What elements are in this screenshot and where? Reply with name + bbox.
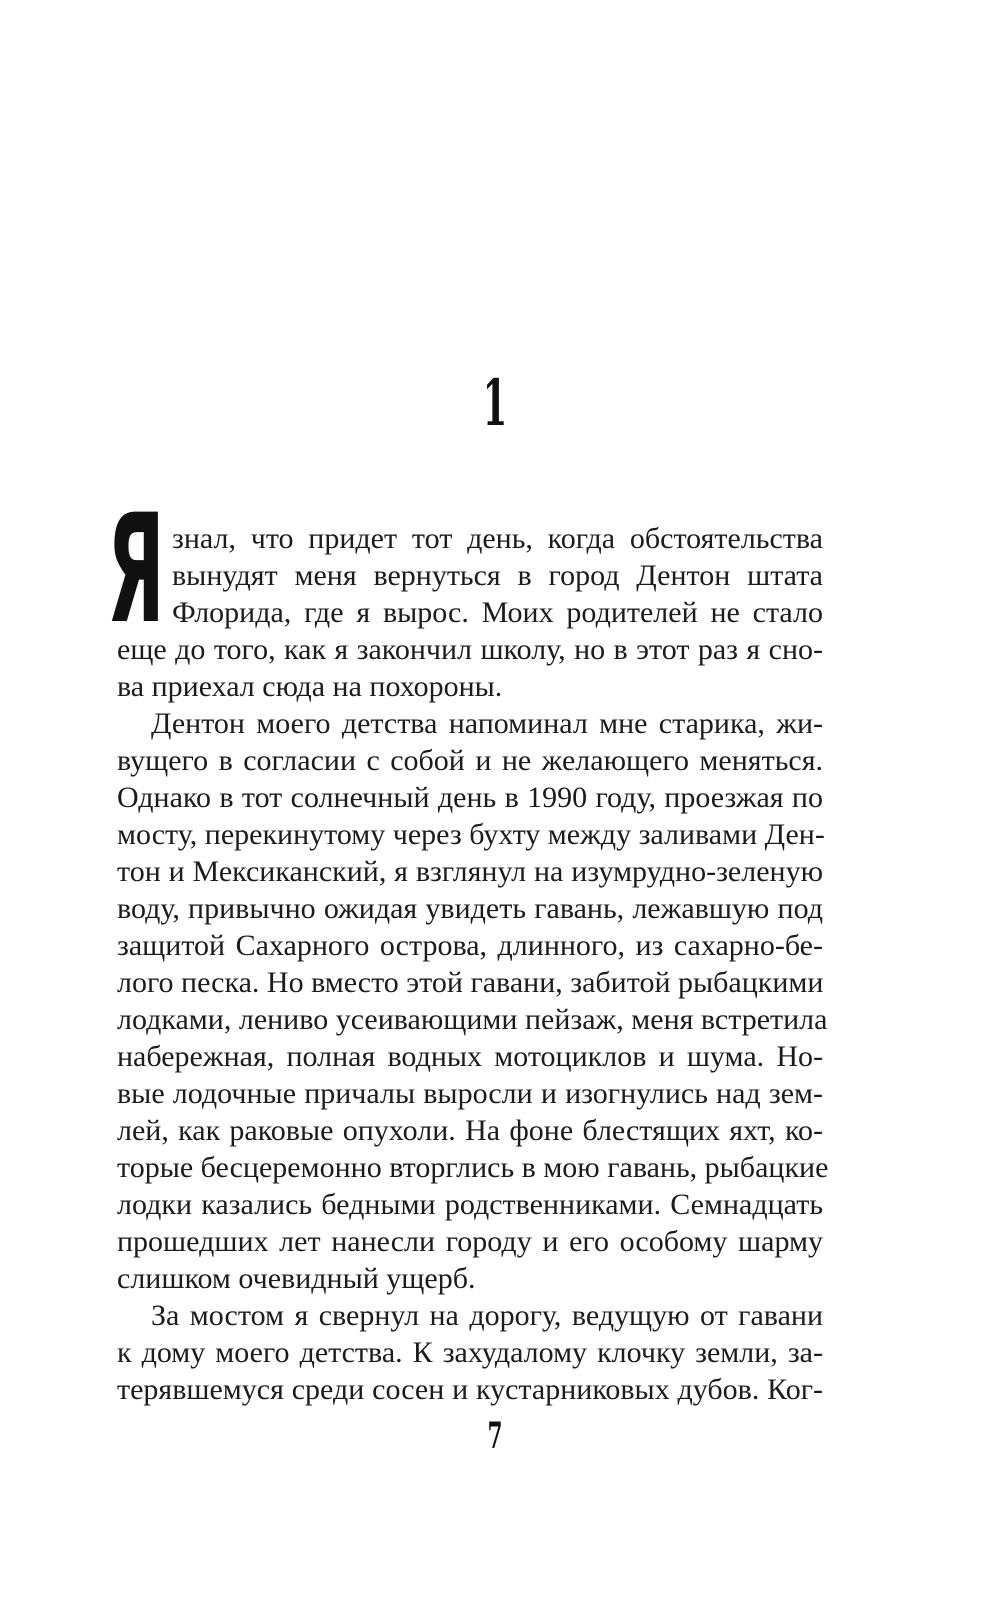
paragraph-3 <box>117 1297 823 1408</box>
text-line: набережная, полная водных мотоциклов и шума. Но- <box>117 1040 823 1073</box>
text-line: лодками, лениво усеивающими пейзаж, меня встретила <box>117 1003 828 1036</box>
text-line: вынудят меня вернуться в город Дентон штата <box>172 559 823 592</box>
text-line: лодки казались бедными родственниками. Семнадцать <box>117 1188 823 1221</box>
text-line: к дому моего детства. К захудалому клочку земли, за- <box>117 1336 823 1369</box>
text-line: лей, как раковые опухоли. На фоне блестящих яхт, ко- <box>117 1114 823 1147</box>
text-line: Флорида, где я вырос. Моих родителей не стало <box>172 596 823 629</box>
text-line: За мостом я свернул на дорогу, ведущую от гавани <box>151 1299 823 1332</box>
text-line: мосту, перекинутому через бухту между заливами Ден- <box>117 818 825 851</box>
paragraph-2 <box>117 705 829 1297</box>
paragraph-1 <box>117 520 823 705</box>
page-number: 7 <box>487 1415 503 1457</box>
text-line: лого песка. Но вместо этой гавани, забитой рыбацкими <box>117 966 824 999</box>
text-line: ва приехал сюда на похороны. <box>117 670 503 703</box>
drop-cap-letter: Я <box>107 483 165 657</box>
text-line: прошедших лет нанесли городу и его особому шарму <box>117 1225 823 1258</box>
text-line: воду, привычно ожидая увидеть гавань, лежавшую под <box>117 892 823 925</box>
text-line: тон и Мексиканский, я взглянул на изумрудно-зеленую <box>117 855 823 888</box>
text-line: слишком очевидный ущерб. <box>117 1262 476 1295</box>
chapter-body-text <box>117 520 829 1408</box>
text-line: Однако в тот солнечный день в 1990 году, проезжая по <box>117 781 823 814</box>
text-line: знал, что придет тот день, когда обстоятельства <box>172 522 823 555</box>
text-line: еще до того, как я закончил школу, но в этот раз я сно- <box>117 633 823 666</box>
text-line: терявшемуся среди сосен и кустарниковых дубов. Ког- <box>117 1373 823 1406</box>
text-line: вущего в согласии с собой и не желающего меняться. <box>117 744 823 777</box>
text-line: торые бесцеремонно вторглись в мою гавань, рыбацкие <box>117 1151 829 1184</box>
text-line: вые лодочные причалы выросли и изогнулись над зем- <box>117 1077 823 1110</box>
chapter-number: 1 <box>482 366 508 441</box>
text-line: защитой Сахарного острова, длинного, из сахарно-бе- <box>117 929 823 962</box>
text-line: Дентон моего детства напоминал мне старика, жи- <box>151 707 823 740</box>
